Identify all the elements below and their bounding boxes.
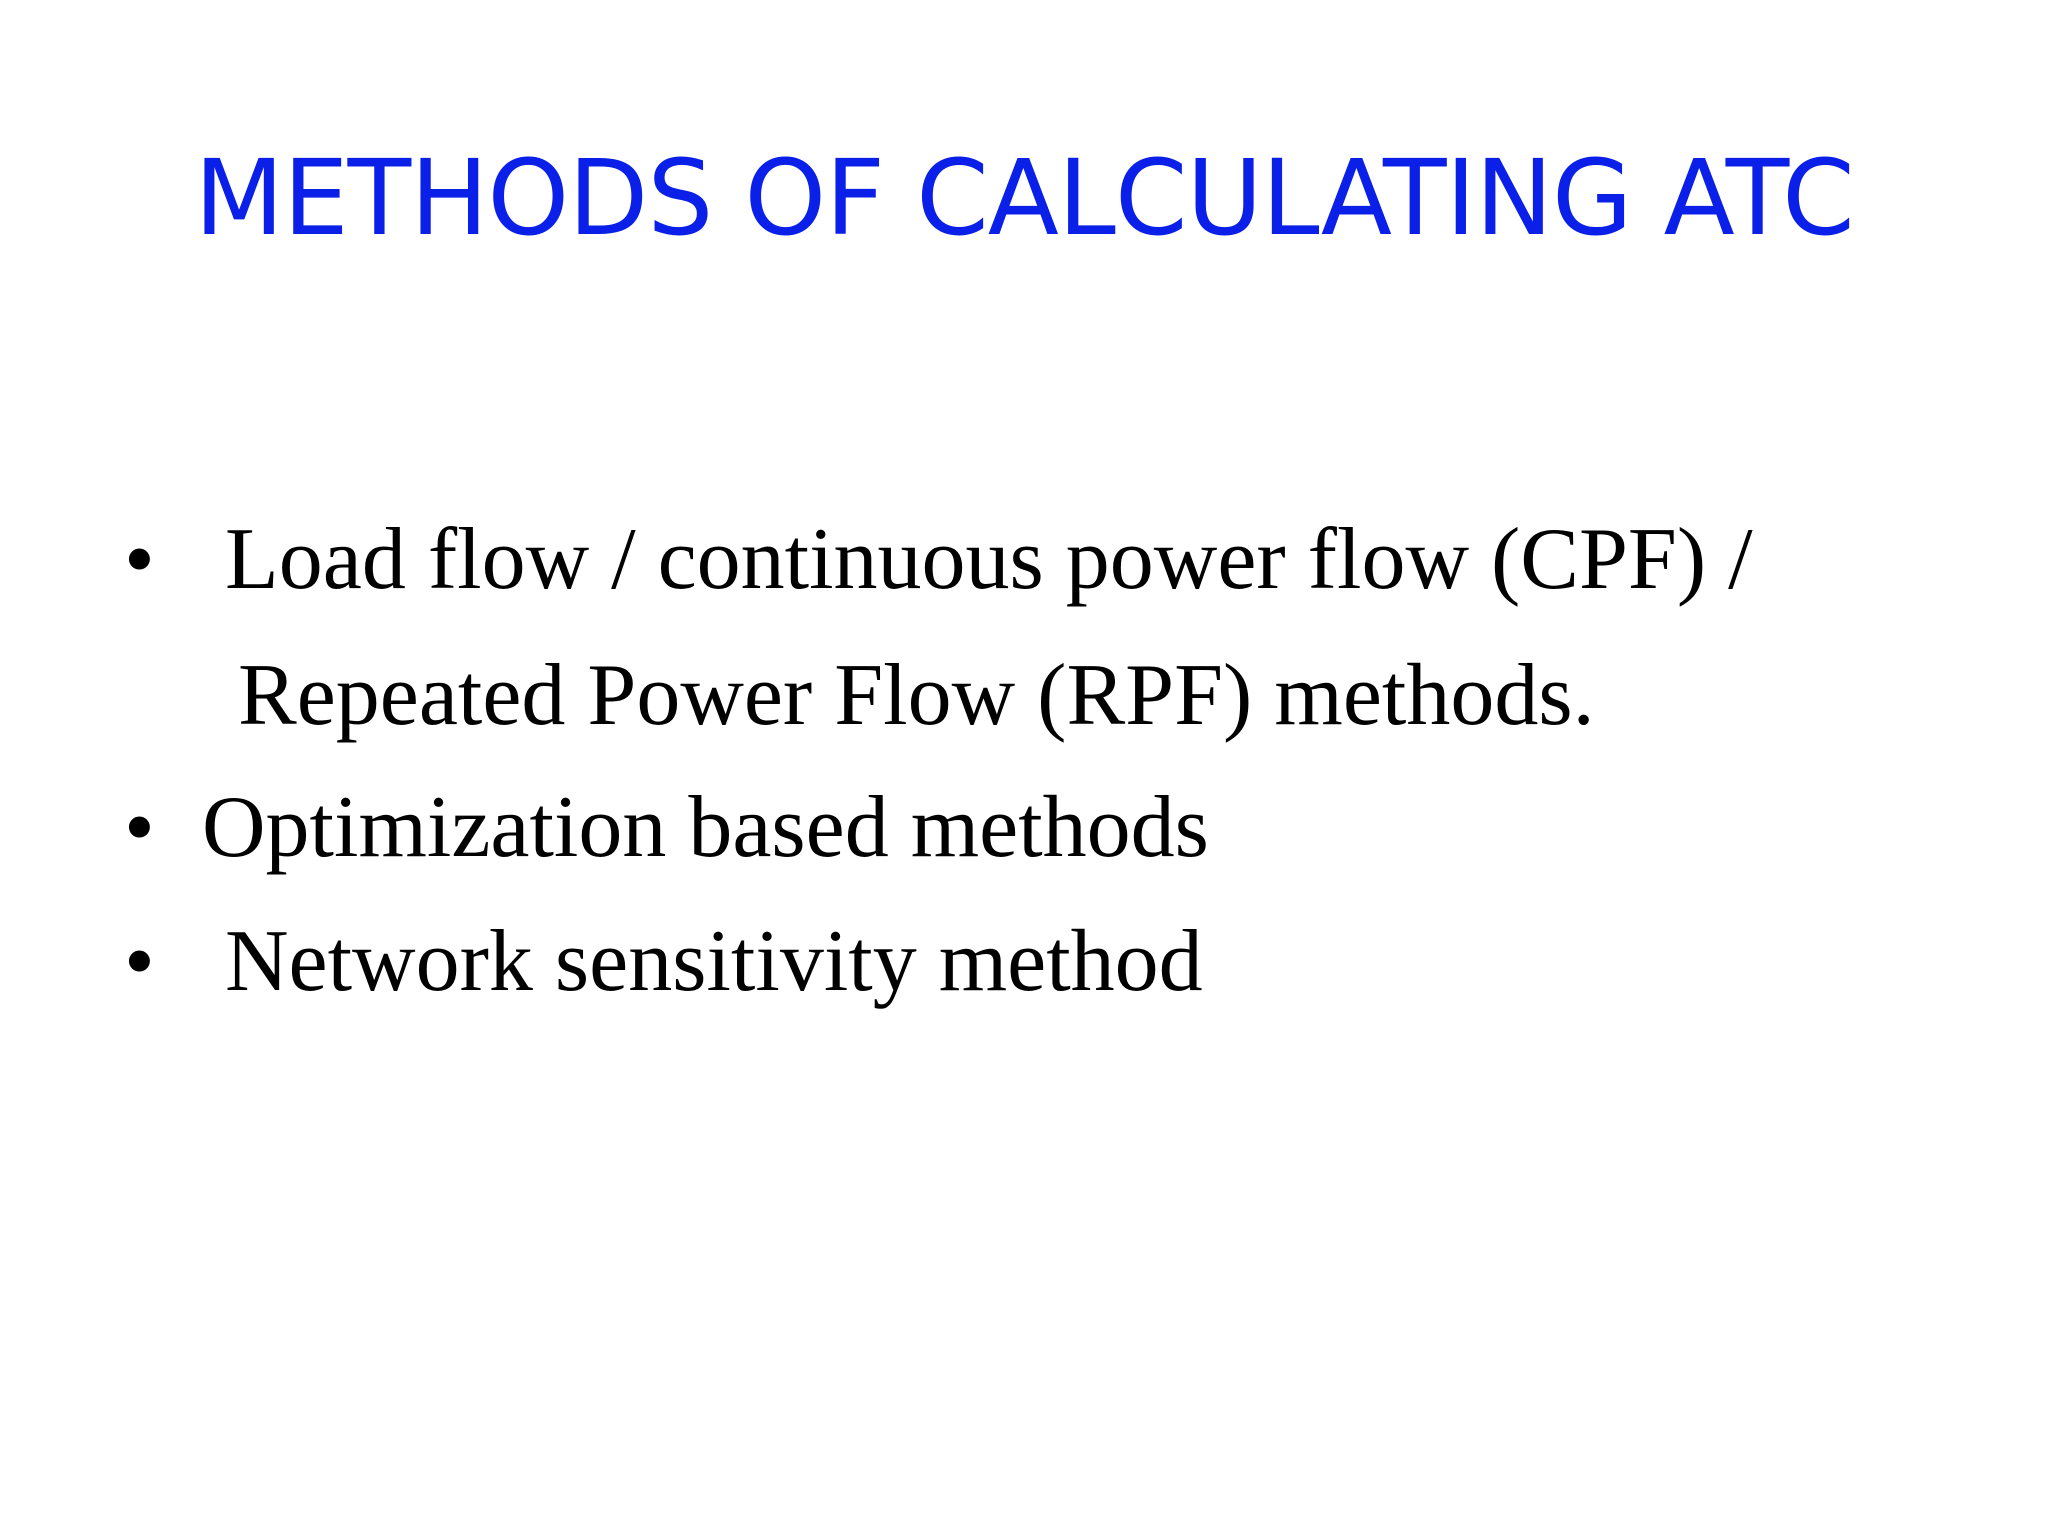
bullet-marker: • bbox=[124, 913, 155, 1010]
slide-title: METHODS OF CALCULATING ATC bbox=[194, 137, 1854, 259]
bullet-3-line-1: Network sensitivity method bbox=[225, 913, 1203, 1010]
bullet-marker: • bbox=[124, 779, 155, 876]
bullet-1-line-1: Load flow / continuous power flow (CPF) / bbox=[225, 511, 1753, 608]
bullet-marker: • bbox=[124, 511, 155, 608]
bullet-1-line-2: Repeated Power Flow (RPF) methods. bbox=[238, 647, 1595, 744]
bullet-2-line-1: Optimization based methods bbox=[202, 779, 1209, 876]
